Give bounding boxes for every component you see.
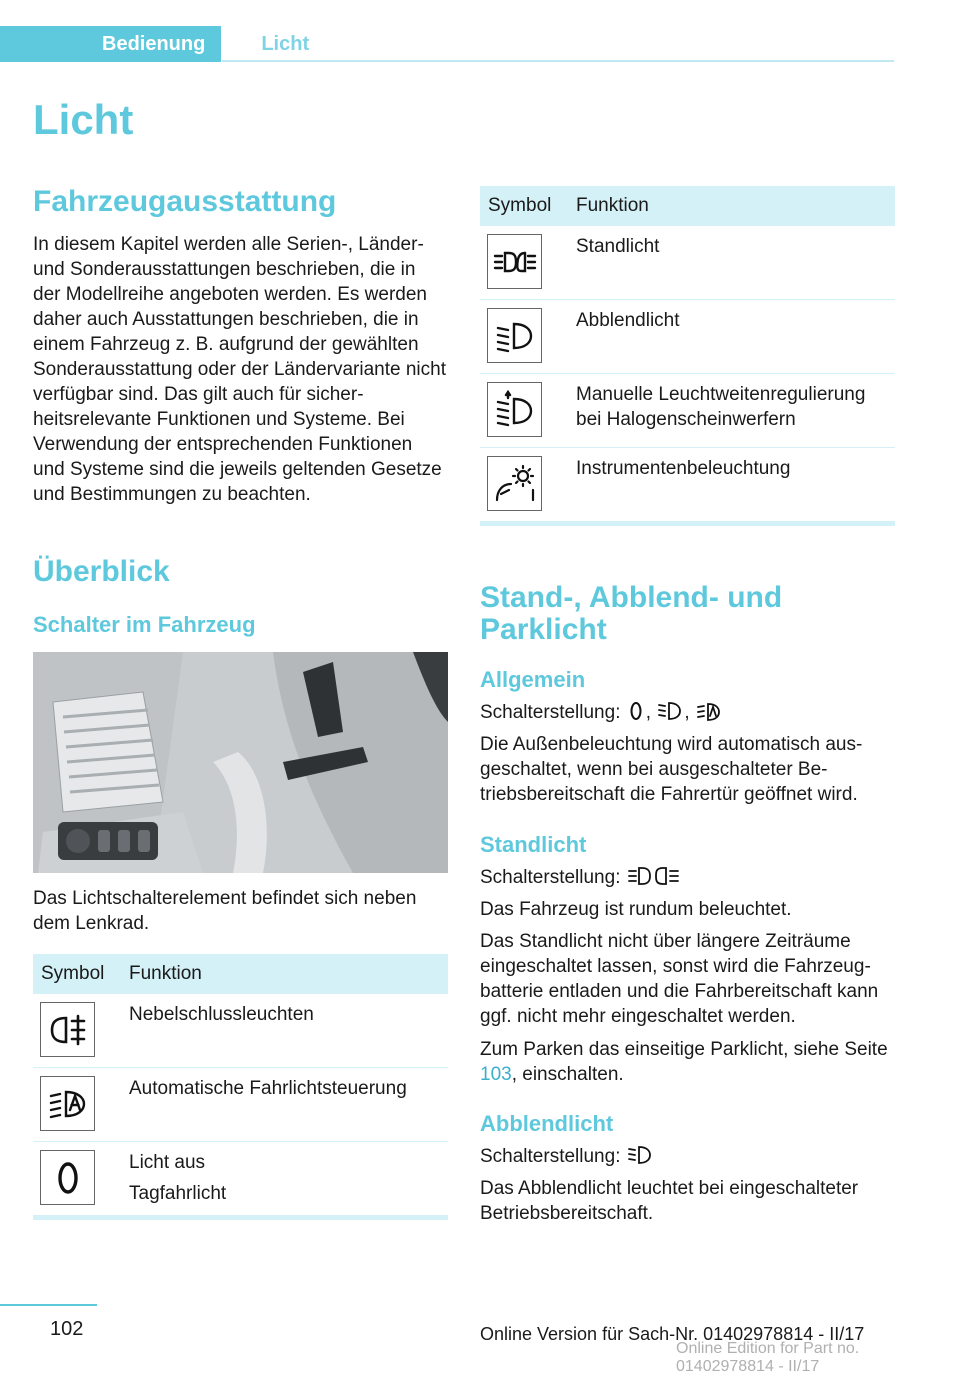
footer-divider — [0, 1304, 97, 1306]
automatic-headlight-icon — [697, 700, 721, 729]
headlight-range-icon — [487, 382, 542, 437]
tab-section[interactable]: Bedienung — [0, 26, 221, 62]
function-label: Nebelschlussleuchten — [129, 1004, 314, 1025]
lowbeam-text: Das Abblendlicht leuchtet bei eingeschalteter Betriebsbereitschaft. — [480, 1178, 859, 1224]
function-label: Manuelle Leuchtweitenregulierung bei Halogenscheinwerfern — [576, 384, 866, 430]
function-label: Licht aus — [129, 1152, 206, 1173]
equipment-text: In diesem Kapitel werden alle Serien-, Länder- und Sonderausstattungen beschrieben, die in der Modellreihe angeboten werden. Es werden daher auch Ausstattungen beschrieben, die in einem Fahrzeug z. B. aufgrund der gewählten Sonderausstattung oder der Ländervariante nicht verfügbar sind. Das gilt auch für sicherheitsrelevante Funktionen und Systeme. Bei Verwendung der entsprechenden Funktionen und Systeme sind die jeweils geltenden Gesetze und Bestimmungen zu beachten. — [33, 234, 446, 505]
symbol-table-right — [480, 186, 895, 526]
parking-text-3 — [480, 1037, 895, 1087]
light-switch-photo — [33, 652, 448, 873]
section-title-lights: Stand-, Abblend- und Parklicht — [480, 581, 783, 646]
parking-light-icon — [487, 234, 542, 289]
parking-light-icon — [628, 865, 680, 894]
section-title-overview: Überblick — [33, 555, 170, 588]
switch-label: Schalterstellung: — [480, 1146, 621, 1167]
low-beam-icon — [487, 308, 542, 363]
table-row — [33, 1142, 448, 1216]
parking-text-1: Das Fahrzeug ist rundum beleuchtet. — [480, 899, 792, 920]
parking-switch-position — [480, 865, 895, 894]
parking-text-3-end: , einschalten. — [511, 1064, 624, 1085]
parking-text-2: Das Standlicht nicht über längere Zeiträume eingeschaltet lassen, sonst wird die Fahrzeugbatterie entladen und die Fahrbereitschaft kann ggf. nicht mehr eingeschaltet werden. — [480, 931, 879, 1027]
table-row — [480, 374, 895, 448]
col-header-function: Funktion — [568, 186, 895, 226]
watermark: Online Edition for Part no. 01402978814 - II/17 — [676, 1340, 860, 1375]
light-off-icon — [40, 1150, 95, 1205]
table-end-bar — [33, 1215, 448, 1220]
rear-fog-light-icon — [40, 1002, 95, 1057]
subsection-title-lowbeam: Abblendlicht — [480, 1111, 614, 1136]
table-row — [33, 1068, 448, 1142]
function-label: Standlicht — [576, 236, 660, 257]
table-row — [33, 994, 448, 1068]
col-header-symbol: Symbol — [33, 954, 121, 994]
general-switch-position: Schalterstellung: , , — [480, 700, 895, 729]
tab-chapter[interactable]: Licht — [261, 33, 310, 55]
symbol-table-left — [33, 954, 448, 1220]
function-label: Tagfahrlicht — [129, 1183, 227, 1204]
page-number: 102 — [50, 1318, 84, 1340]
low-beam-icon — [658, 700, 682, 729]
footer-note: Online Version für Sach-Nr. 01402978814 - II/17 — [480, 1324, 865, 1344]
col-header-symbol: Symbol — [480, 186, 568, 226]
switch-label: Schalterstellung: — [480, 867, 621, 888]
lowbeam-switch-position — [480, 1144, 895, 1173]
subsection-title-switches: Schalter im Fahrzeug — [33, 612, 256, 637]
section-title-equipment: Fahrzeugausstattung — [33, 185, 337, 218]
subsection-title-parking: Standlicht — [480, 832, 587, 857]
low-beam-icon — [628, 1144, 652, 1173]
parking-text-3-start: Zum Parken das einseitige Parklicht, siehe Seite — [480, 1039, 888, 1060]
function-label: Automatische Fahrlichtsteuerung — [129, 1078, 407, 1099]
general-text: Die Außenbeleuchtung wird automatisch ausgeschaltet, wenn bei ausgeschalteter Betriebsbereitschaft die Fahrertür geöffnet wird. — [480, 734, 863, 805]
header-tabs — [0, 26, 349, 62]
table-row — [480, 448, 895, 522]
table-row — [480, 300, 895, 374]
function-label: Instrumentenbeleuchtung — [576, 458, 791, 479]
page-reference-link[interactable]: 103 — [480, 1064, 512, 1085]
chapter-title: Licht — [33, 96, 134, 143]
function-label: Abblendlicht — [576, 310, 680, 331]
table-end-bar — [480, 521, 895, 526]
light-off-icon — [628, 700, 644, 729]
photo-caption: Das Lichtschalterelement befindet sich neben dem Lenkrad. — [33, 888, 417, 934]
instrument-lighting-icon — [487, 456, 542, 511]
subsection-title-general: Allgemein — [480, 667, 586, 692]
header-divider — [222, 60, 894, 62]
automatic-headlight-icon — [40, 1076, 95, 1131]
col-header-function: Funktion — [121, 954, 448, 994]
table-row — [480, 226, 895, 300]
switch-label: Schalterstellung: — [480, 702, 621, 723]
